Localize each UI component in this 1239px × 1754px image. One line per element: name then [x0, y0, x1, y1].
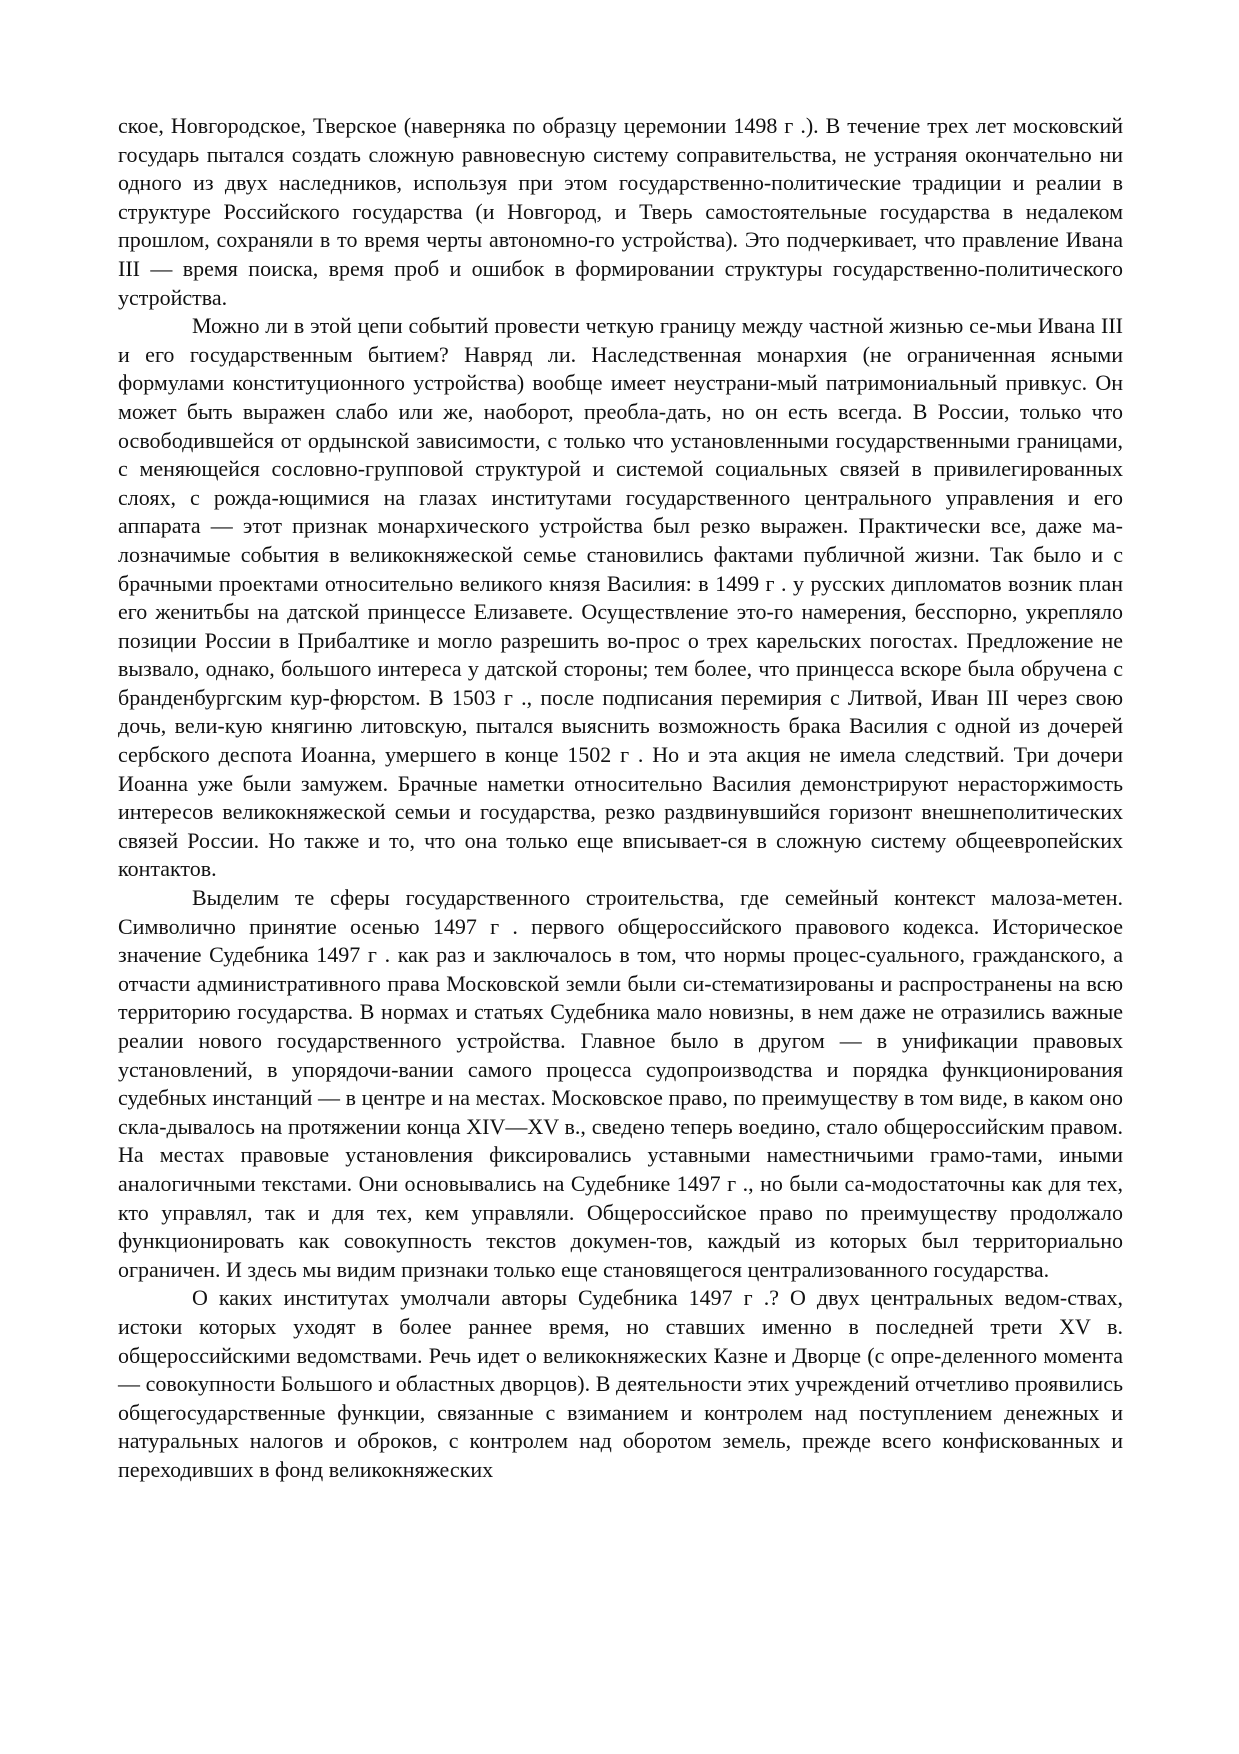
document-page	[118, 112, 1123, 1485]
paragraph-private-life: Можно ли в этой цепи событий провести четкую границу между частной жизнью се-мьи Ивана III и его государственным бытием? Навряд ли. Наследственная монархия (не ограниченная ясными формулами конституционного устройства) вообще имеет неустрани-мый патримониальный привкус. Он может быть выражен слабо или же, наоборот, преобла-дать, но он есть всегда. В России, только что освободившейся от ордынской зависимости, с только что установленными государственными границами, с меняющейся сословно-групповой структурой и системой социальных связей в привилегированных слоях, с рожда-ющимися на глазах институтами государственного центрального управления и его аппарата — этот признак монархического устройства был резко выражен. Практически все, даже ма-лозначимые события в великокняжеской семье становились фактами публичной жизни. Так было и с брачными проектами относительно великого князя Василия: в 1499 г . у русских дипломатов возник план его женитьбы на датской принцессе Елизавете. Осуществление это-го намерения, бесспорно, укрепляло позиции России в Прибалтике и могло разрешить во-прос о трех карельских погостах. Предложение не вызвало, однако, большого интереса у датской стороны; тем более, что принцесса вскоре была обручена с бранденбургским кур-фюрстом. В 1503 г ., после подписания перемирия с Литвой, Иван III через свою дочь, вели-кую княгиню литовскую, пытался выяснить возможность брака Василия с одной из дочерей сербского деспота Иоанна, умершего в конце 1502 г . Но и эта акция не имела следствий. Три дочери Иоанна уже были замужем. Брачные наметки относительно Василия демонстрируют нерасторжимость интересов великокняжеской семьи и государства, резко раздвинувшийся горизонт внешнеполитических связей России. Но также и то, что она только еще вписывает-ся в сложную систему общеевропейских контактов.	[118, 313, 1123, 882]
paragraph-continuation: ское, Новгородское, Тверское (наверняка по образцу церемонии 1498 г .). В течение трех лет московский государь пытался создать сложную равновесную систему соправительства, не устраняя окончательно ни одного из двух наследников, используя при этом государственно-политические традиции и реалии в структуре Российского государства (и Новгород, и Тверь самостоятельные государства в недалеком прошлом, сохраняли в то время черты автономно-го устройства). Это подчеркивает, что правление Ивана III — время поиска, время проб и ошибок в формировании структуры государственно-политического устройства.	[118, 113, 1123, 310]
paragraph-institutions: О каких институтах умолчали авторы Судебника 1497 г .? О двух центральных ведом-ствах, истоки которых уходят в более раннее время, но ставших именно в последней трети XV в. общероссийскими ведомствами. Речь идет о великокняжеских Казне и Дворце (с опре-деленного момента — совокупности Большого и областных дворцов). В деятельности этих учреждений отчетливо проявились общегосударственные функции, связанные с взиманием и контролем над поступлением денежных и натуральных налогов и оброков, с контролем над оборотом земель, прежде всего конфискованных и переходивших в фонд великокняжеских	[118, 1285, 1123, 1482]
paragraph-sudebnik: Выделим те сферы государственного строительства, где семейный контекст малоза-метен. Символично принятие осенью 1497 г . первого общероссийского правового кодекса. Историческое значение Судебника 1497 г . как раз и заключалось в том, что нормы процес-суального, гражданского, а отчасти административного права Московской земли были си-стематизированы и распространены на всю территорию государства. В нормах и статьях Судебника мало новизны, в нем даже не отразились важные реалии нового государственного устройства. Главное было в другом — в унификации правовых установлений, в упорядочи-вании самого процесса судопроизводства и порядка функционирования судебных инстанций — в центре и на местах. Московское право, по преимуществу в том виде, в каком оно скла-дывалось на протяжении конца XIV—XV в., сведено теперь воедино, стало общероссийским правом. На местах правовые установления фиксировались уставными наместничьими грамо-тами, иными аналогичными текстами. Они основывались на Судебнике 1497 г ., но были са-модостаточны как для тех, кто управлял, так и для тех, кем управляли. Общероссийское право по преимуществу продолжало функционировать как совокупность текстов докумен-тов, каждый из которых был территориально ограничен. И здесь мы видим признаки только еще становящегося централизованного государства.	[118, 885, 1123, 1282]
